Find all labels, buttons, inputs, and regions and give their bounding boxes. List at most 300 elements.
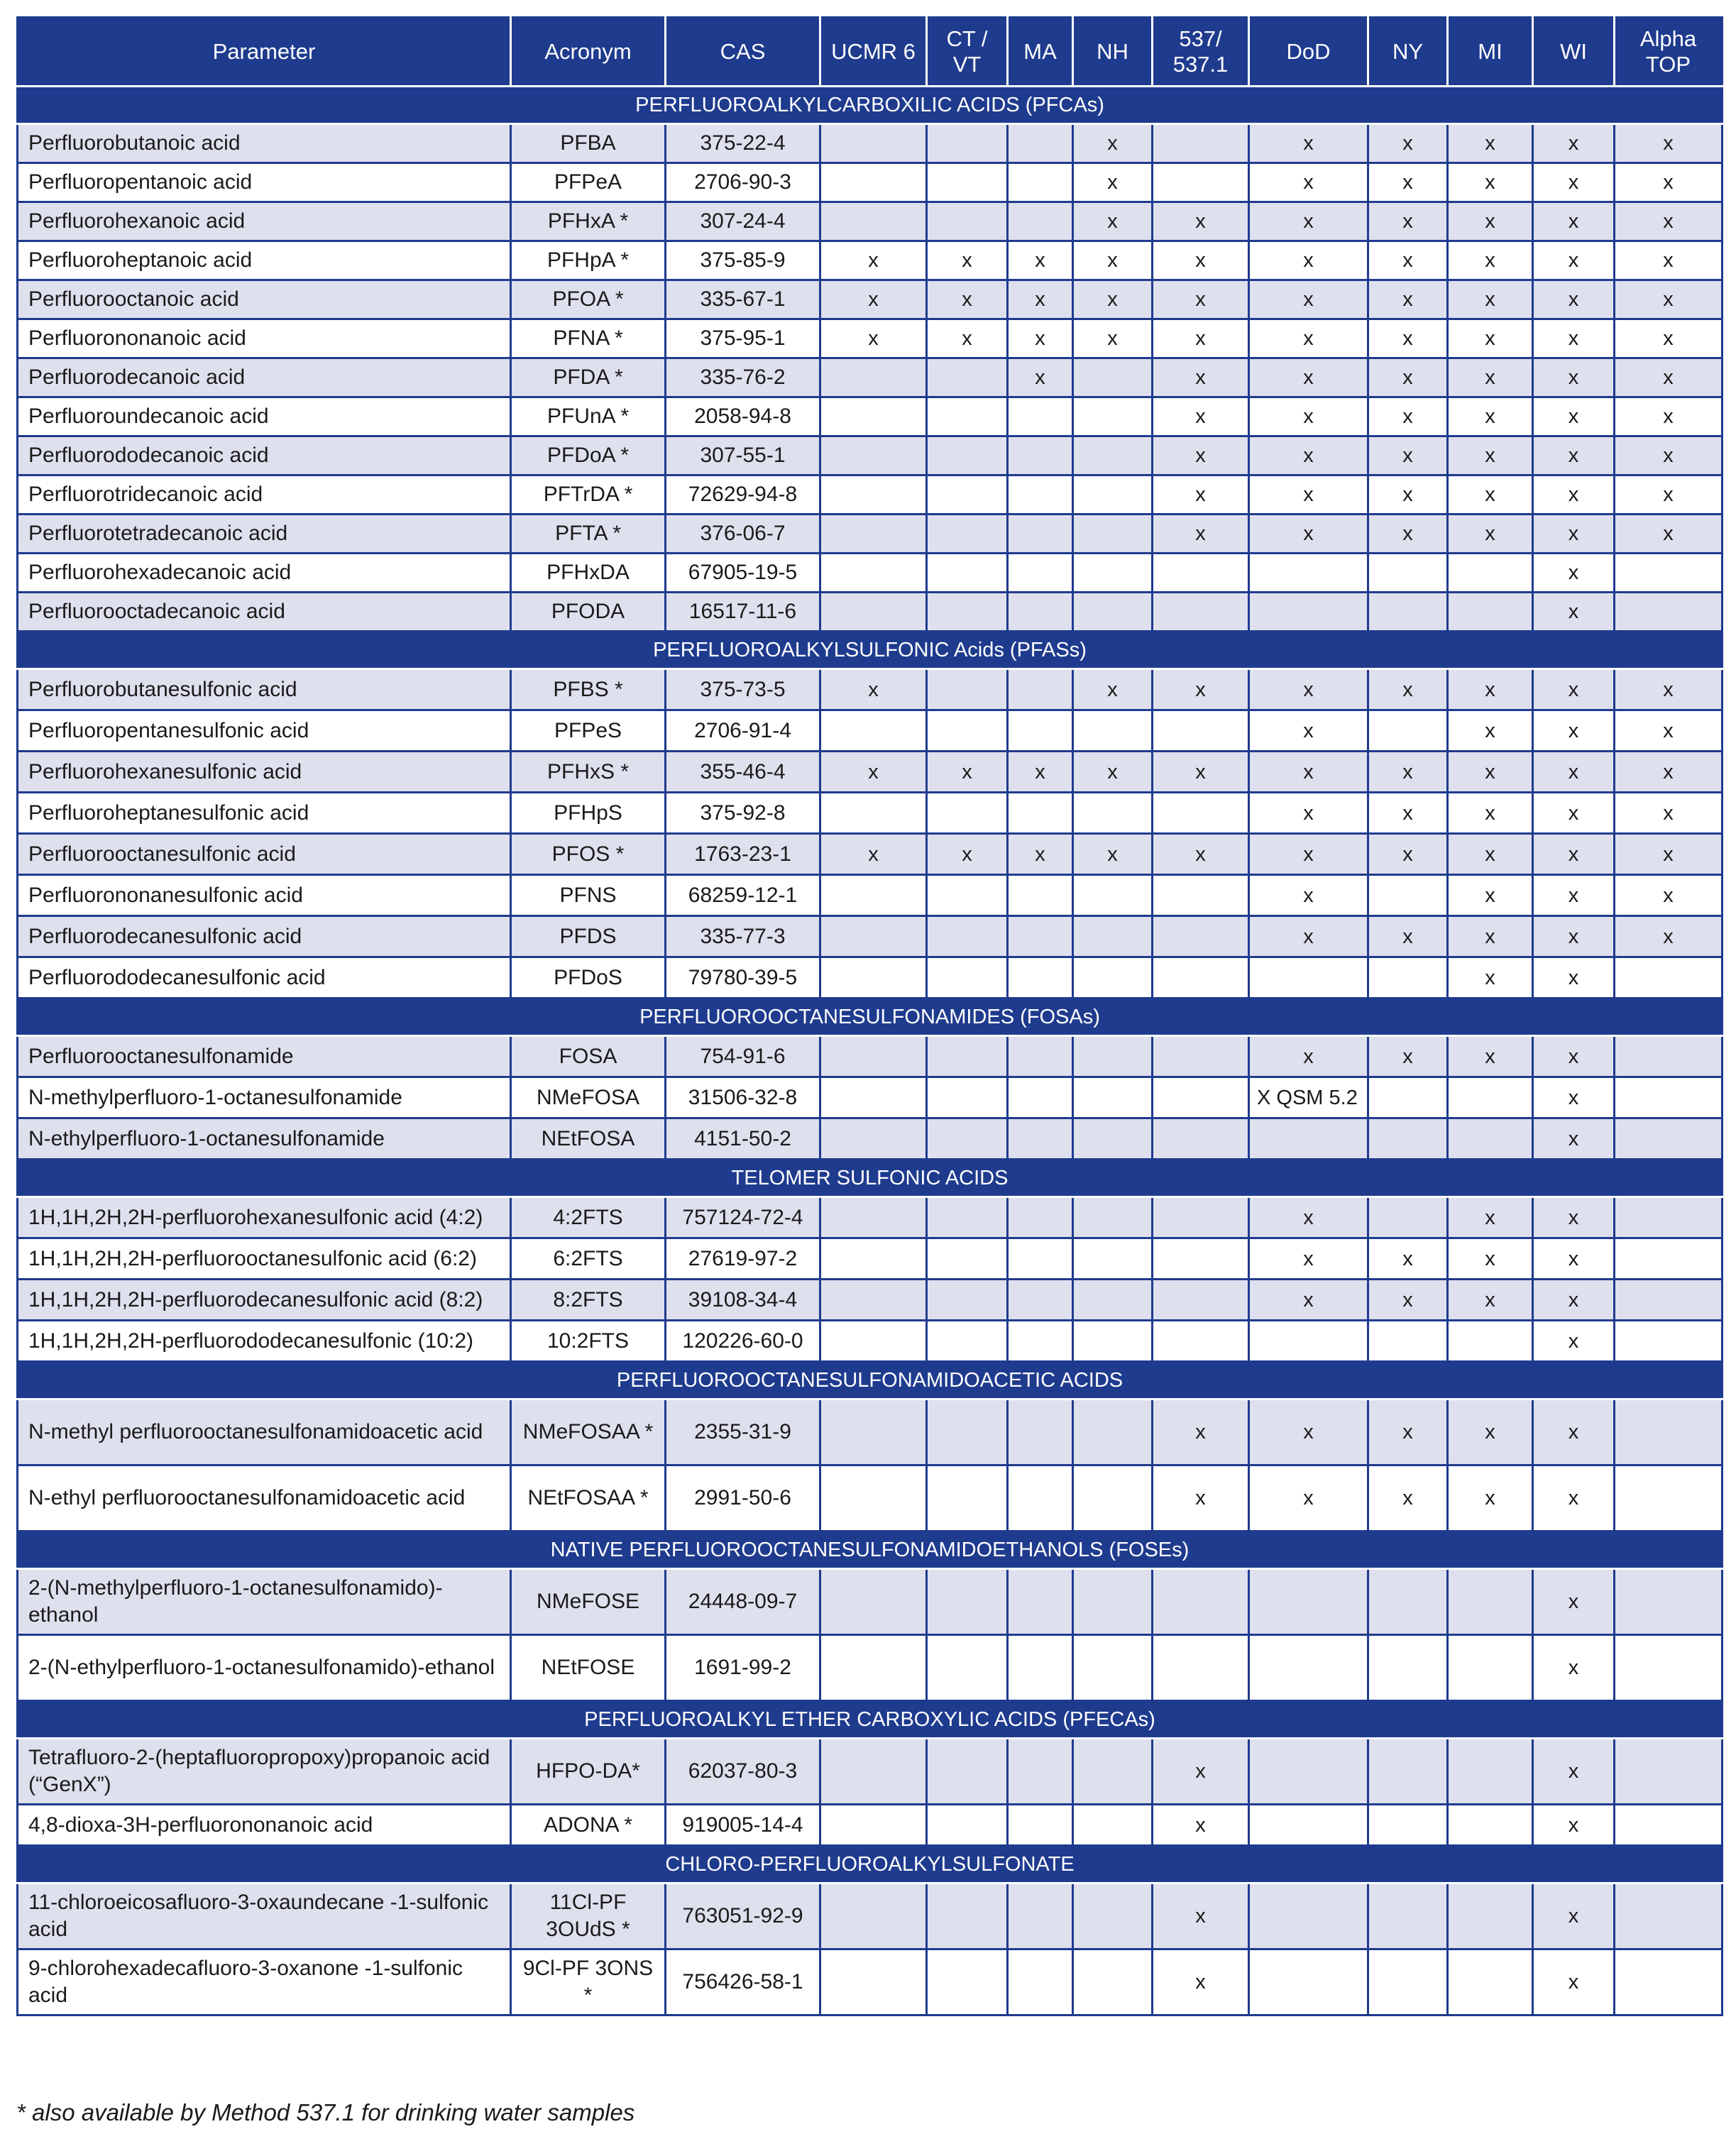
method-mark-cell <box>1615 1077 1723 1118</box>
cas-cell: 2991-50-6 <box>666 1465 820 1531</box>
method-mark-cell <box>1615 1197 1723 1238</box>
method-mark-cell <box>1249 1321 1368 1362</box>
acronym-cell: 4:2FTS <box>511 1197 666 1238</box>
cas-cell: 376-06-7 <box>666 515 820 554</box>
method-mark-cell: x <box>1153 280 1249 319</box>
table-row <box>18 1321 1723 1362</box>
method-mark-cell <box>820 957 927 999</box>
cas-cell: 355-46-4 <box>666 752 820 793</box>
method-mark-cell: x <box>820 241 927 280</box>
acronym-cell: PFTA * <box>511 515 666 554</box>
table-row <box>18 1569 1723 1635</box>
acronym-cell: PFBS * <box>511 669 666 710</box>
method-mark-cell: x <box>1533 834 1615 875</box>
method-mark-cell: x <box>1153 319 1249 358</box>
method-mark-cell <box>927 1077 1008 1118</box>
section-title: PERFLUOROALKYLSULFONIC Acids (PFASs) <box>18 632 1723 669</box>
method-mark-cell: x <box>1615 163 1723 202</box>
method-mark-cell <box>927 1321 1008 1362</box>
method-mark-cell <box>927 593 1008 632</box>
table-body <box>18 87 1723 2015</box>
column-header: Alpha TOP <box>1615 18 1723 87</box>
method-mark-cell: x <box>1153 834 1249 875</box>
method-mark-cell <box>1153 793 1249 834</box>
method-mark-cell <box>1073 1949 1153 2015</box>
method-mark-cell <box>1073 875 1153 916</box>
method-mark-cell: x <box>1533 593 1615 632</box>
method-mark-cell: x <box>1533 1077 1615 1118</box>
method-mark-cell: x <box>1615 669 1723 710</box>
cas-cell: 375-22-4 <box>666 124 820 163</box>
method-mark-cell: x <box>1249 1238 1368 1280</box>
method-mark-cell <box>820 358 927 397</box>
method-mark-cell: x <box>1368 202 1448 241</box>
method-mark-cell: x <box>1533 202 1615 241</box>
method-mark-cell: x <box>1153 1805 1249 1846</box>
method-mark-cell: x <box>1533 241 1615 280</box>
method-mark-cell <box>1153 1569 1249 1635</box>
column-header: MA <box>1008 18 1073 87</box>
acronym-cell: PFDoS <box>511 957 666 999</box>
method-mark-cell: x <box>820 319 927 358</box>
method-mark-cell: x <box>1448 1399 1533 1465</box>
method-mark-cell <box>1368 957 1448 999</box>
method-mark-cell <box>1153 1321 1249 1362</box>
method-mark-cell: x <box>1368 1280 1448 1321</box>
method-mark-cell: x <box>820 280 927 319</box>
method-mark-cell <box>927 1739 1008 1805</box>
parameter-cell: Perfluorobutanoic acid <box>18 124 511 163</box>
cas-cell: 31506-32-8 <box>666 1077 820 1118</box>
method-mark-cell <box>1615 1036 1723 1077</box>
method-mark-cell: x <box>1368 752 1448 793</box>
method-mark-cell <box>1368 1949 1448 2015</box>
acronym-cell: PFHpS <box>511 793 666 834</box>
parameter-cell: 1H,1H,2H,2H-perfluorododecanesulfonic (10:2) <box>18 1321 511 1362</box>
method-mark-cell: x <box>1448 436 1533 475</box>
parameter-cell: Perfluoroheptanoic acid <box>18 241 511 280</box>
method-mark-cell <box>1153 1118 1249 1160</box>
method-mark-cell: x <box>1615 241 1723 280</box>
method-mark-cell <box>1008 1739 1073 1805</box>
method-mark-cell <box>1153 554 1249 593</box>
acronym-cell: PFNS <box>511 875 666 916</box>
column-header: CT / VT <box>927 18 1008 87</box>
cas-cell: 24448-09-7 <box>666 1569 820 1635</box>
method-mark-cell: x <box>1448 241 1533 280</box>
method-mark-cell <box>1008 669 1073 710</box>
method-mark-cell <box>820 916 927 957</box>
method-mark-cell <box>1153 163 1249 202</box>
table-row <box>18 241 1723 280</box>
cas-cell: 335-76-2 <box>666 358 820 397</box>
cas-cell: 375-73-5 <box>666 669 820 710</box>
cas-cell: 1763-23-1 <box>666 834 820 875</box>
method-mark-cell <box>1249 593 1368 632</box>
method-mark-cell: x <box>1153 1739 1249 1805</box>
method-mark-cell <box>1153 1036 1249 1077</box>
acronym-cell: 9Cl-PF 3ONS * <box>511 1949 666 2015</box>
method-mark-cell <box>1073 1280 1153 1321</box>
method-mark-cell: x <box>1073 280 1153 319</box>
section-title: PERFLUOROALKYLCARBOXILIC ACIDS (PFCAs) <box>18 87 1723 124</box>
method-mark-cell: x <box>1249 1036 1368 1077</box>
method-mark-cell <box>1073 1635 1153 1701</box>
parameter-cell: Perfluorohexadecanoic acid <box>18 554 511 593</box>
method-mark-cell <box>927 1883 1008 1949</box>
method-mark-cell: x <box>1368 916 1448 957</box>
acronym-cell: NEtFOSE <box>511 1635 666 1701</box>
method-mark-cell: x <box>1533 1280 1615 1321</box>
acronym-cell: NEtFOSA <box>511 1118 666 1160</box>
column-header: DoD <box>1249 18 1368 87</box>
method-mark-cell <box>927 124 1008 163</box>
method-mark-cell: x <box>1448 515 1533 554</box>
method-mark-cell <box>927 397 1008 436</box>
method-mark-cell: x <box>1073 124 1153 163</box>
method-mark-cell: x <box>1073 834 1153 875</box>
method-mark-cell: x <box>1533 124 1615 163</box>
table-row <box>18 1197 1723 1238</box>
table-row <box>18 436 1723 475</box>
method-mark-cell <box>1448 1321 1533 1362</box>
method-mark-cell: x <box>820 834 927 875</box>
table-row <box>18 554 1723 593</box>
method-mark-cell <box>1448 1569 1533 1635</box>
method-mark-cell: x <box>1249 752 1368 793</box>
method-mark-cell <box>1368 1635 1448 1701</box>
method-mark-cell: x <box>1533 1399 1615 1465</box>
section-header-row <box>18 1701 1723 1739</box>
method-mark-cell <box>1073 554 1153 593</box>
table-row <box>18 1077 1723 1118</box>
method-mark-cell: x <box>1615 475 1723 515</box>
method-mark-cell: x <box>1448 752 1533 793</box>
table-row <box>18 358 1723 397</box>
table-row <box>18 1118 1723 1160</box>
parameter-cell: Perfluorododecanesulfonic acid <box>18 957 511 999</box>
cas-cell: 307-24-4 <box>666 202 820 241</box>
method-mark-cell <box>927 1118 1008 1160</box>
cas-cell: 2706-91-4 <box>666 710 820 752</box>
acronym-cell: PFODA <box>511 593 666 632</box>
method-mark-cell <box>1368 710 1448 752</box>
parameter-cell: Perfluoroheptanesulfonic acid <box>18 793 511 834</box>
method-mark-cell <box>1448 1883 1533 1949</box>
method-mark-cell: x <box>1448 710 1533 752</box>
cas-cell: 307-55-1 <box>666 436 820 475</box>
method-mark-cell: x <box>1249 475 1368 515</box>
acronym-cell: PFTrDA * <box>511 475 666 515</box>
method-mark-cell: x <box>1153 475 1249 515</box>
parameter-cell: 1H,1H,2H,2H-perfluorooctanesulfonic acid (6:2) <box>18 1238 511 1280</box>
method-mark-cell <box>1615 1949 1723 2015</box>
acronym-cell: PFOS * <box>511 834 666 875</box>
cas-cell: 16517-11-6 <box>666 593 820 632</box>
method-mark-cell <box>1368 593 1448 632</box>
method-mark-cell: x <box>1533 875 1615 916</box>
method-mark-cell: x <box>1368 124 1448 163</box>
cas-cell: 763051-92-9 <box>666 1883 820 1949</box>
method-mark-cell <box>1615 957 1723 999</box>
cas-cell: 757124-72-4 <box>666 1197 820 1238</box>
method-mark-cell: x <box>1615 280 1723 319</box>
method-mark-cell: x <box>1153 397 1249 436</box>
table-row <box>18 1949 1723 2015</box>
method-mark-cell: x <box>1153 669 1249 710</box>
parameter-cell: N-methyl perfluorooctanesulfonamidoacetic acid <box>18 1399 511 1465</box>
parameter-cell: 1H,1H,2H,2H-perfluorohexanesulfonic acid (4:2) <box>18 1197 511 1238</box>
table-row <box>18 475 1723 515</box>
cas-cell: 1691-99-2 <box>666 1635 820 1701</box>
cas-cell: 919005-14-4 <box>666 1805 820 1846</box>
method-mark-cell: x <box>927 319 1008 358</box>
parameter-cell: 4,8-dioxa-3H-perfluorononanoic acid <box>18 1805 511 1846</box>
method-mark-cell: x <box>927 280 1008 319</box>
method-mark-cell: x <box>1533 319 1615 358</box>
method-mark-cell: x <box>1249 916 1368 957</box>
acronym-cell: FOSA <box>511 1036 666 1077</box>
method-mark-cell: x <box>1533 957 1615 999</box>
method-mark-cell: x <box>1615 202 1723 241</box>
method-mark-cell: x <box>1533 1118 1615 1160</box>
method-mark-cell: x <box>1533 710 1615 752</box>
method-mark-cell <box>820 124 927 163</box>
parameter-cell: Perfluorononanesulfonic acid <box>18 875 511 916</box>
method-mark-cell <box>1073 1118 1153 1160</box>
method-mark-cell: x <box>1448 1197 1533 1238</box>
parameter-cell: Perfluorodecanesulfonic acid <box>18 916 511 957</box>
acronym-cell: PFDA * <box>511 358 666 397</box>
method-mark-cell: x <box>1615 875 1723 916</box>
method-mark-cell <box>1249 1805 1368 1846</box>
footnote: * also available by Method 537.1 for drinking water samples <box>16 2099 635 2125</box>
method-mark-cell <box>1008 1238 1073 1280</box>
method-mark-cell: x <box>1249 280 1368 319</box>
method-mark-cell <box>820 793 927 834</box>
method-mark-cell <box>1073 1036 1153 1077</box>
method-mark-cell <box>1153 593 1249 632</box>
method-mark-cell: x <box>1249 241 1368 280</box>
method-mark-cell: x <box>1008 358 1073 397</box>
method-mark-cell <box>1448 1949 1533 2015</box>
acronym-cell: NEtFOSAA * <box>511 1465 666 1531</box>
acronym-cell: PFHxDA <box>511 554 666 593</box>
method-mark-cell: x <box>1533 163 1615 202</box>
method-mark-cell <box>1153 916 1249 957</box>
parameter-cell: N-ethyl perfluorooctanesulfonamidoacetic acid <box>18 1465 511 1531</box>
method-mark-cell: x <box>1533 1321 1615 1362</box>
pfas-parameter-table <box>16 16 1723 2016</box>
cas-cell: 67905-19-5 <box>666 554 820 593</box>
method-mark-cell <box>1073 358 1153 397</box>
method-mark-cell: x <box>1249 319 1368 358</box>
cas-cell: 754-91-6 <box>666 1036 820 1077</box>
method-mark-cell: x <box>1368 669 1448 710</box>
method-mark-cell <box>1615 1805 1723 1846</box>
cas-cell: 68259-12-1 <box>666 875 820 916</box>
acronym-cell: PFOA * <box>511 280 666 319</box>
method-mark-cell: x <box>1368 475 1448 515</box>
acronym-cell: PFPeA <box>511 163 666 202</box>
method-mark-cell: x <box>1368 280 1448 319</box>
parameter-cell: Perfluorooctanoic acid <box>18 280 511 319</box>
method-mark-cell <box>927 202 1008 241</box>
parameter-cell: 11-chloroeicosafluoro-3-oxaundecane -1-sulfonic acid <box>18 1883 511 1949</box>
method-mark-cell <box>927 163 1008 202</box>
method-mark-cell <box>1073 1569 1153 1635</box>
method-mark-cell <box>927 515 1008 554</box>
method-mark-cell: x <box>1448 475 1533 515</box>
method-mark-cell: x <box>1073 319 1153 358</box>
method-mark-cell: x <box>1615 710 1723 752</box>
section-header-row <box>18 999 1723 1036</box>
method-mark-cell <box>1073 1321 1153 1362</box>
acronym-cell: PFDoA * <box>511 436 666 475</box>
method-mark-cell <box>820 1949 927 2015</box>
method-mark-cell: x <box>1008 319 1073 358</box>
method-mark-cell: x <box>1368 1399 1448 1465</box>
table-row <box>18 875 1723 916</box>
method-mark-cell <box>1008 1280 1073 1321</box>
section-title: TELOMER SULFONIC ACIDS <box>18 1160 1723 1197</box>
table-row <box>18 163 1723 202</box>
method-mark-cell: x <box>1153 436 1249 475</box>
section-title: PERFLUOROOCTANESULFONAMIDES (FOSAs) <box>18 999 1723 1036</box>
table-row <box>18 1805 1723 1846</box>
parameter-cell: N-ethylperfluoro-1-octanesulfonamide <box>18 1118 511 1160</box>
cas-cell: 79780-39-5 <box>666 957 820 999</box>
method-mark-cell: x <box>1368 241 1448 280</box>
method-mark-cell <box>1153 1280 1249 1321</box>
method-mark-cell <box>1249 1569 1368 1635</box>
method-mark-cell <box>1073 793 1153 834</box>
method-mark-cell: x <box>1448 397 1533 436</box>
method-mark-cell: x <box>1448 319 1533 358</box>
method-mark-cell <box>1368 1805 1448 1846</box>
column-header: Parameter <box>18 18 511 87</box>
cas-cell: 375-92-8 <box>666 793 820 834</box>
method-mark-cell: x <box>1008 280 1073 319</box>
parameter-cell: Perfluoroundecanoic acid <box>18 397 511 436</box>
parameter-cell: Perfluorobutanesulfonic acid <box>18 669 511 710</box>
cas-cell: 39108-34-4 <box>666 1280 820 1321</box>
method-mark-cell <box>820 163 927 202</box>
method-mark-cell <box>1008 1883 1073 1949</box>
method-mark-cell: x <box>1533 554 1615 593</box>
method-mark-cell: x <box>1249 1280 1368 1321</box>
method-mark-cell <box>1073 1238 1153 1280</box>
method-mark-cell: x <box>1448 834 1533 875</box>
method-mark-cell <box>927 1036 1008 1077</box>
method-mark-cell <box>1615 1635 1723 1701</box>
method-mark-cell <box>820 202 927 241</box>
parameter-cell: Perfluorotetradecanoic acid <box>18 515 511 554</box>
method-mark-cell <box>1615 1739 1723 1805</box>
method-mark-cell <box>820 397 927 436</box>
table-row <box>18 593 1723 632</box>
method-mark-cell: x <box>1533 1036 1615 1077</box>
method-mark-cell <box>927 669 1008 710</box>
method-mark-cell <box>1073 710 1153 752</box>
method-mark-cell: x <box>1533 1465 1615 1531</box>
method-mark-cell <box>1368 875 1448 916</box>
section-title: PERFLUOROOCTANESULFONAMIDOACETIC ACIDS <box>18 1362 1723 1399</box>
table-row <box>18 124 1723 163</box>
method-mark-cell: x <box>1448 1280 1533 1321</box>
method-mark-cell <box>820 1739 927 1805</box>
parameter-cell: Perfluorooctanesulfonamide <box>18 1036 511 1077</box>
method-mark-cell <box>1615 1321 1723 1362</box>
acronym-cell: 6:2FTS <box>511 1238 666 1280</box>
method-mark-cell: x <box>1249 710 1368 752</box>
table-row <box>18 669 1723 710</box>
method-mark-cell: x <box>1153 1465 1249 1531</box>
method-mark-cell: x <box>1008 241 1073 280</box>
parameter-cell: Perfluorotridecanoic acid <box>18 475 511 515</box>
table-row <box>18 319 1723 358</box>
acronym-cell: PFHpA * <box>511 241 666 280</box>
method-mark-cell: x <box>1448 875 1533 916</box>
method-mark-cell: x <box>1073 163 1153 202</box>
method-mark-cell <box>1008 554 1073 593</box>
section-header-row <box>18 1362 1723 1399</box>
method-mark-cell <box>927 875 1008 916</box>
method-mark-cell: x <box>1249 124 1368 163</box>
method-mark-cell: x <box>1533 515 1615 554</box>
method-mark-cell <box>1448 593 1533 632</box>
method-mark-cell <box>1153 124 1249 163</box>
method-mark-cell <box>1615 1465 1723 1531</box>
method-mark-cell <box>1008 916 1073 957</box>
method-mark-cell <box>1073 916 1153 957</box>
method-mark-cell: x <box>1615 793 1723 834</box>
acronym-cell: 10:2FTS <box>511 1321 666 1362</box>
method-mark-cell <box>820 593 927 632</box>
method-mark-cell <box>1153 710 1249 752</box>
section-header-row <box>18 87 1723 124</box>
parameter-cell: Perfluorohexanesulfonic acid <box>18 752 511 793</box>
acronym-cell: PFBA <box>511 124 666 163</box>
table-row <box>18 834 1723 875</box>
parameter-cell: Perfluoropentanoic acid <box>18 163 511 202</box>
parameter-cell: 9-chlorohexadecafluoro-3-oxanone -1-sulfonic acid <box>18 1949 511 2015</box>
method-mark-cell: x <box>1615 397 1723 436</box>
table-row <box>18 280 1723 319</box>
acronym-cell: PFUnA * <box>511 397 666 436</box>
method-mark-cell <box>927 436 1008 475</box>
method-mark-cell: x <box>1249 793 1368 834</box>
method-mark-cell <box>1368 554 1448 593</box>
method-mark-cell: x <box>1073 752 1153 793</box>
column-header: WI <box>1533 18 1615 87</box>
section-header-row <box>18 1531 1723 1569</box>
table-row <box>18 916 1723 957</box>
method-mark-cell <box>1368 1569 1448 1635</box>
method-mark-cell <box>927 1197 1008 1238</box>
method-mark-cell <box>1368 1118 1448 1160</box>
method-mark-cell: x <box>1533 1949 1615 2015</box>
method-mark-cell: x <box>1448 1465 1533 1531</box>
method-mark-cell <box>1008 1635 1073 1701</box>
method-mark-cell <box>820 1036 927 1077</box>
method-mark-cell <box>820 515 927 554</box>
table-row <box>18 793 1723 834</box>
method-mark-cell: x <box>1368 1238 1448 1280</box>
method-mark-cell <box>1249 1118 1368 1160</box>
method-mark-cell: x <box>1368 515 1448 554</box>
method-mark-cell <box>1448 1635 1533 1701</box>
